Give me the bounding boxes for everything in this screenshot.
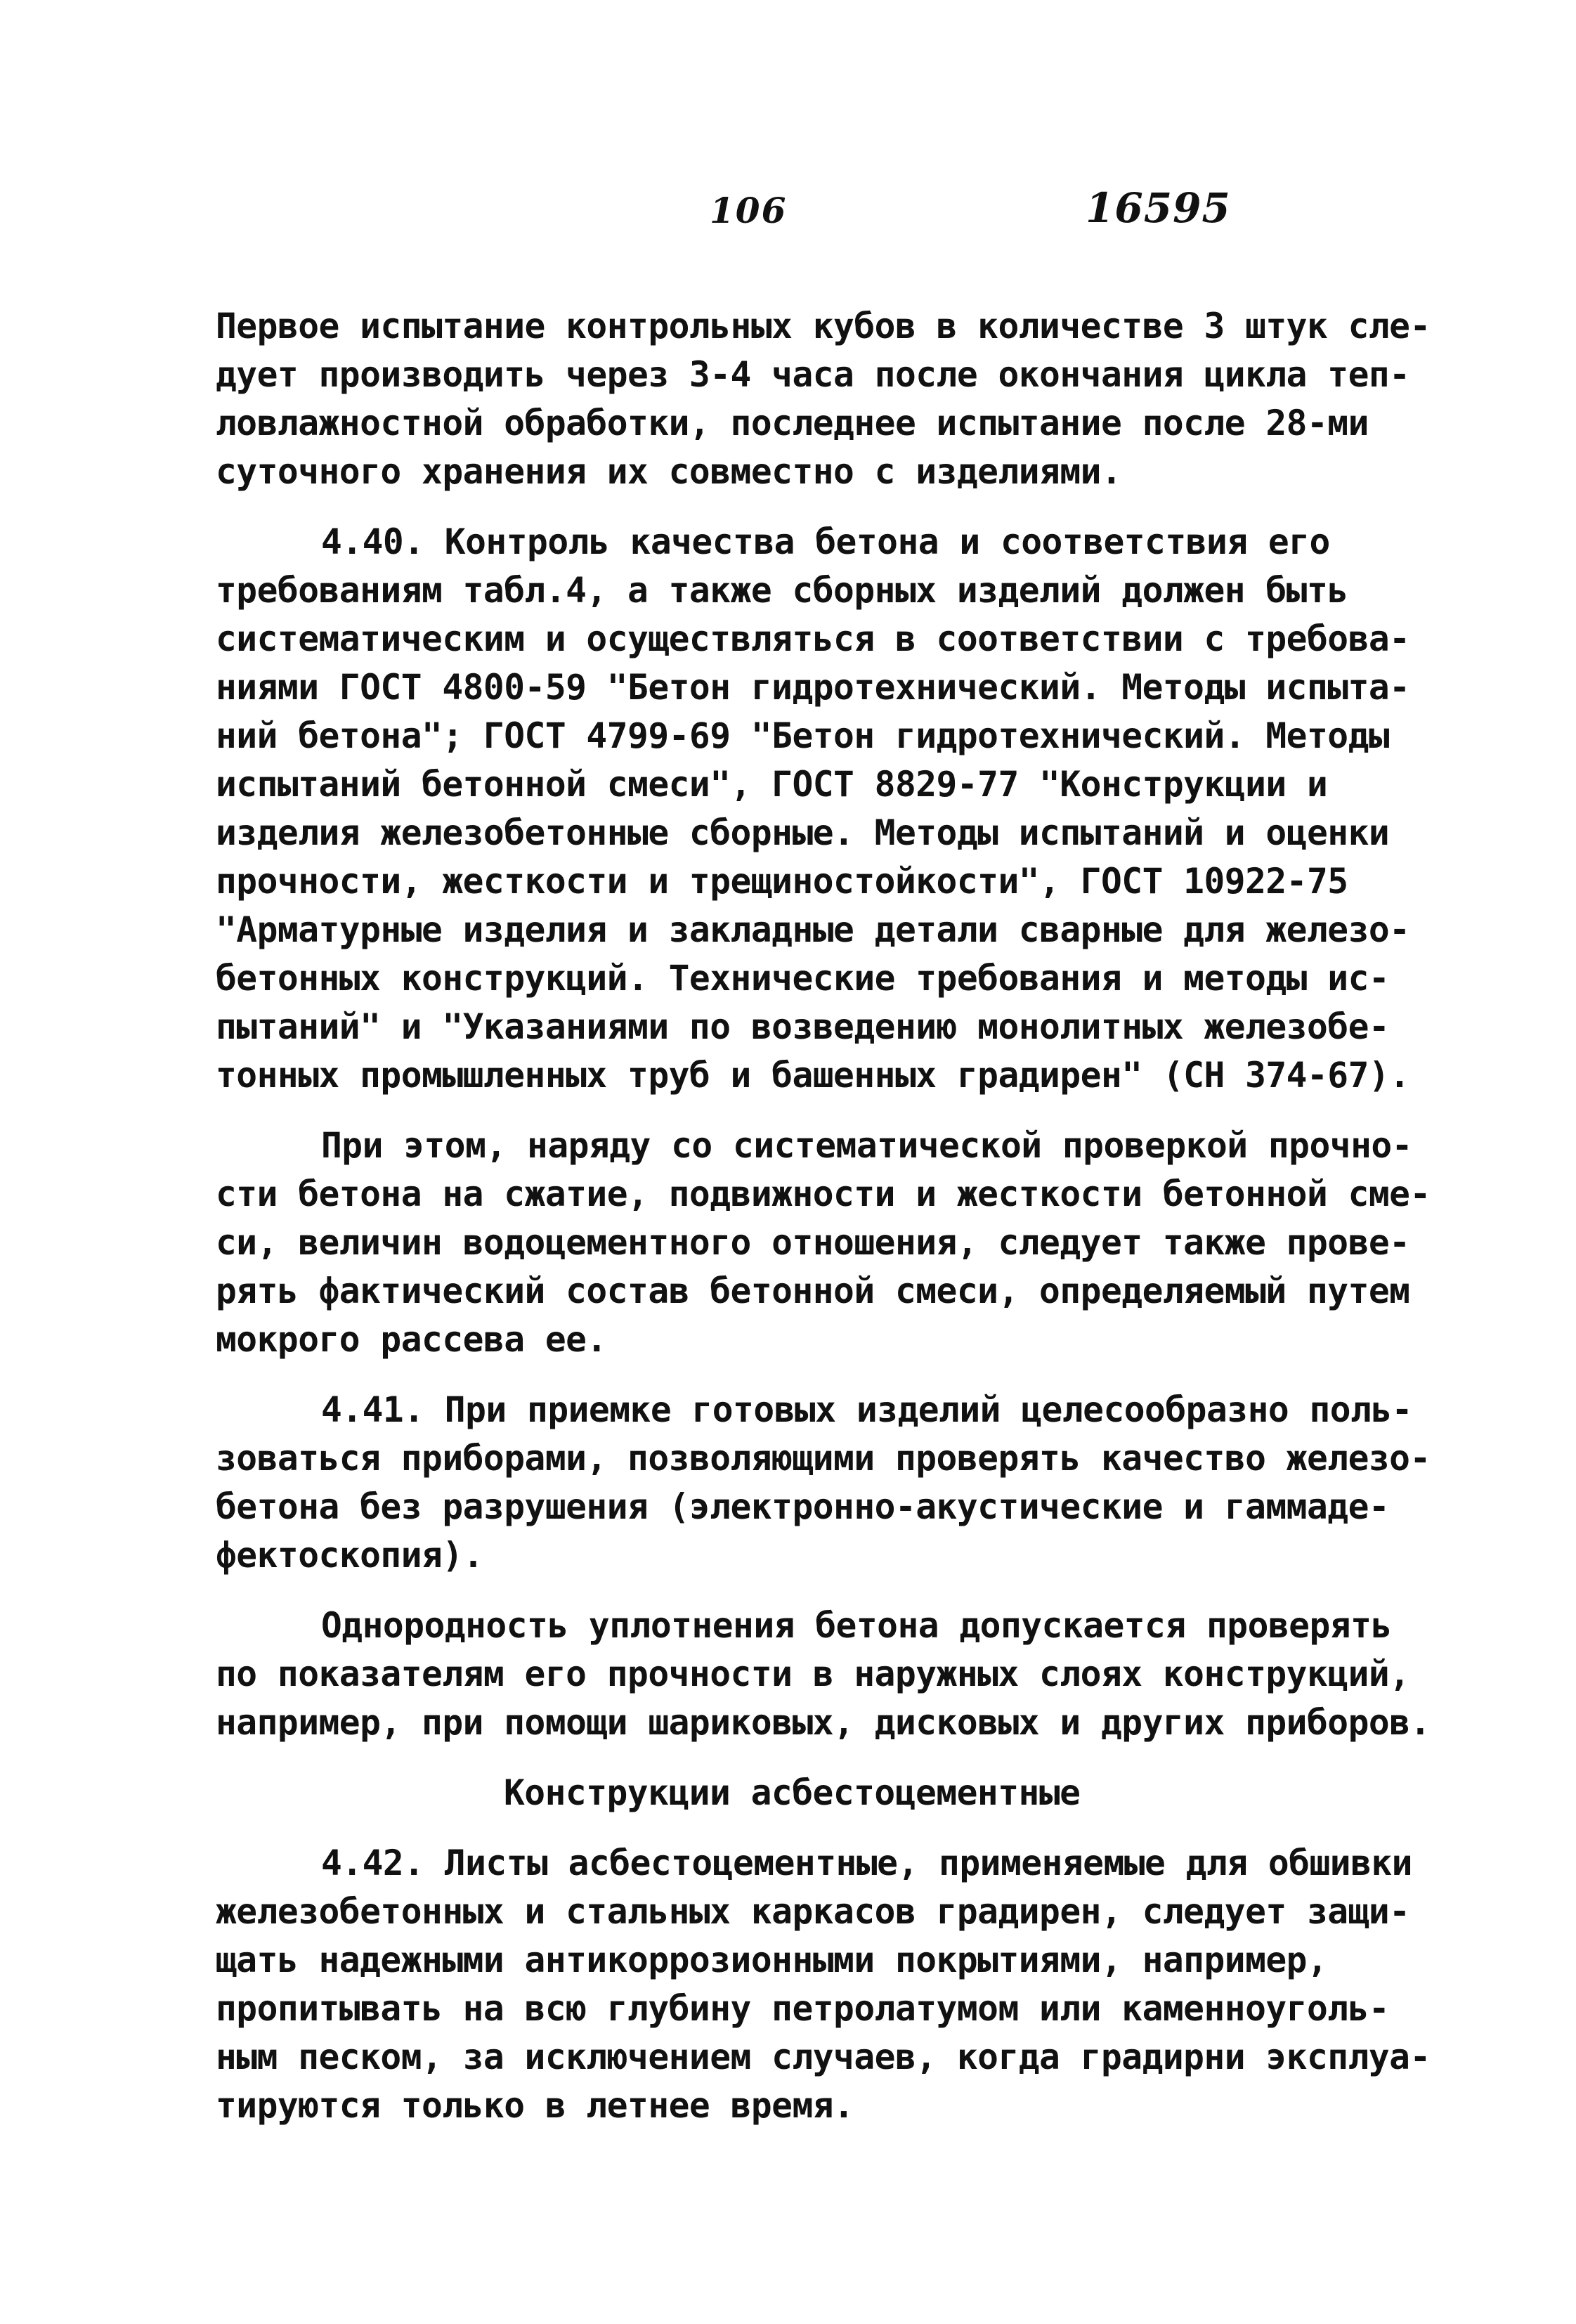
text-line: си, величин водоцементного отношения, следует также прове- (216, 1222, 1410, 1263)
text-line: например, при помощи шариковых, дисковых и других приборов. (216, 1702, 1431, 1743)
section-heading: Конструкции асбестоцементные (504, 1772, 1081, 1813)
page-number: 106 (710, 190, 788, 231)
text-line: щать надежными антикоррозионными покрытиями, например, (216, 1940, 1328, 1980)
text-line: 4.41. При приемке готовых изделий целесообразно поль- (321, 1389, 1412, 1430)
text-line: Первое испытание контрольных кубов в количестве 3 штук сле- (216, 306, 1431, 346)
text-line: "Арматурные изделия и закладные детали сварные для железо- (216, 909, 1410, 950)
text-line: сти бетона на сжатие, подвижности и жесткости бетонной сме- (216, 1174, 1431, 1214)
document-number: 16595 (1086, 184, 1231, 232)
text-line: пропитывать на всю глубину петролатумом или каменноуголь- (216, 1988, 1390, 2029)
text-line: ным песком, за исключением случаев, когда градирни эксплуа- (216, 2037, 1431, 2077)
text-line: фектоскопия). (216, 1535, 483, 1576)
paragraph-4-40 (216, 518, 1424, 1100)
text-line: ловлажностной обработки, последнее испытание после 28-ми (216, 403, 1369, 443)
text-line: железобетонных и стальных каркасов градирен, следует защи- (216, 1891, 1410, 1932)
paragraph-uniformity (216, 1602, 1431, 1747)
text-line: прочности, жесткости и трещиностойкости", ГОСТ 10922-75 (216, 861, 1348, 902)
text-line: бетона без разрушения (электронно-акустические и гаммаде- (216, 1486, 1390, 1527)
text-line: бетонных конструкций. Технические требования и методы ис- (216, 958, 1390, 999)
text-line: тонных промышленных труб и башенных градирен" (СН 374-67). (216, 1055, 1410, 1096)
text-line: суточного хранения их совместно с изделиями. (216, 451, 1122, 492)
text-line: пытаний" и "Указаниями по возведению монолитных железобе- (216, 1006, 1390, 1047)
text-line: испытаний бетонной смеси", ГОСТ 8829-77 "Конструкции и (216, 764, 1328, 805)
text-line: систематическим и осуществляться в соответствии с требова- (216, 618, 1410, 659)
paragraph-first-test (216, 302, 1431, 496)
text-line: ний бетона"; ГОСТ 4799-69 "Бетон гидротехнический. Методы (216, 715, 1390, 756)
text-line: требованиям табл.4, а также сборных изделий должен быть (216, 570, 1348, 611)
text-line: тируются только в летнее время. (216, 2085, 854, 2126)
text-line: Однородность уплотнения бетона допускается проверять (321, 1605, 1392, 1646)
text-line: ниями ГОСТ 4800-59 "Бетон гидротехнический. Методы испыта- (216, 667, 1410, 708)
text-line: рять фактический состав бетонной смеси, определяемый путем (216, 1271, 1410, 1311)
text-line: по показателям его прочности в наружных слоях конструкций, (216, 1654, 1410, 1694)
text-line: 4.42. Листы асбестоцементные, применяемые для обшивки (321, 1843, 1412, 1883)
body-text (216, 302, 1431, 2130)
paragraph-systematic-check (216, 1122, 1431, 1364)
text-line: мокрого рассева ее. (216, 1319, 607, 1360)
text-line: При этом, наряду со систематической проверкой прочно- (321, 1125, 1412, 1166)
text-line: зоваться приборами, позволяющими проверять качество железо- (216, 1438, 1431, 1479)
text-line: 4.40. Контроль качества бетона и соответствия его (321, 521, 1330, 562)
text-line: дует производить через 3-4 часа после окончания цикла теп- (216, 354, 1410, 395)
paragraph-4-41 (216, 1386, 1431, 1580)
paragraph-4-42 (216, 1839, 1431, 2130)
text-line: изделия железобетонные сборные. Методы испытаний и оценки (216, 812, 1390, 853)
